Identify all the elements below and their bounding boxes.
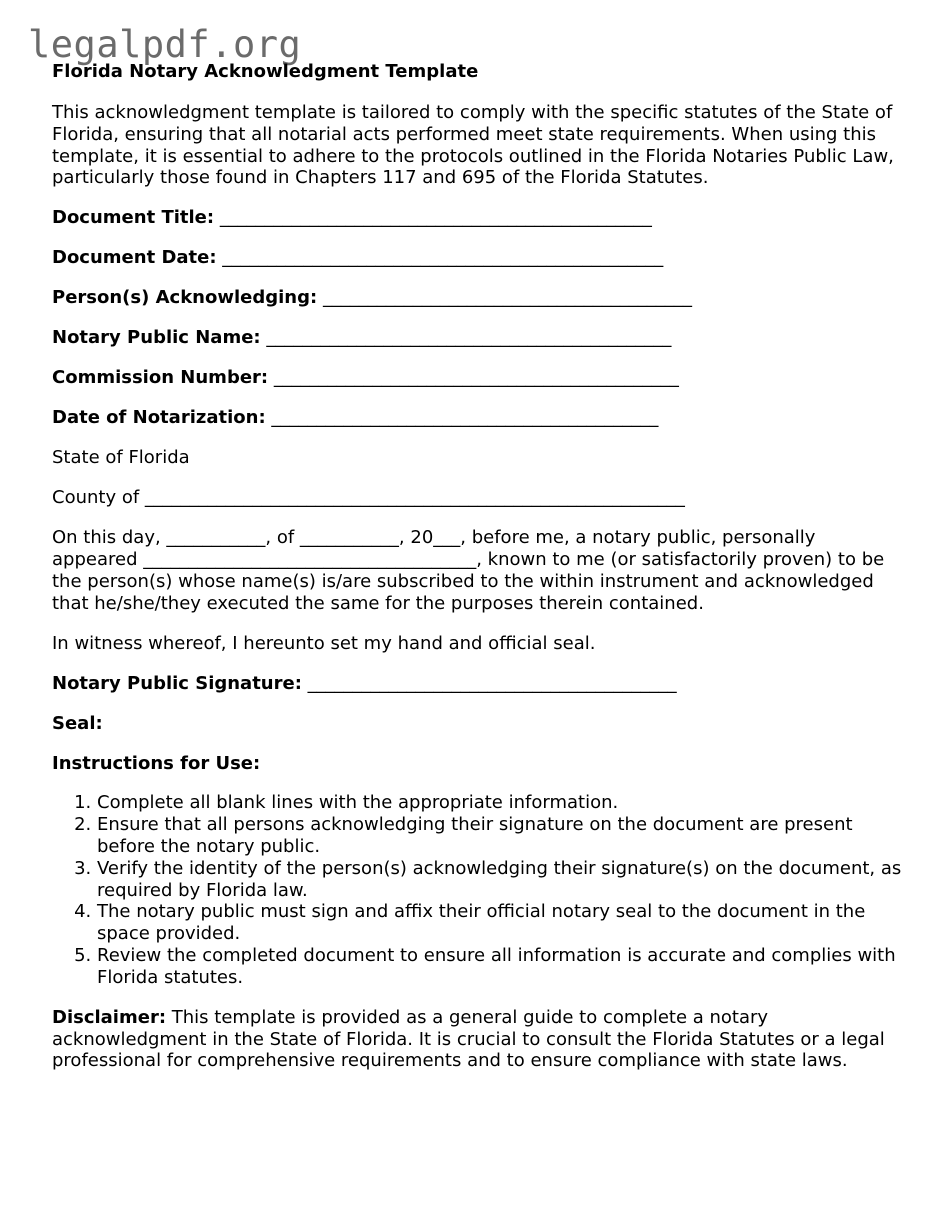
field-blank-line[interactable]: _____________________________________________ (266, 327, 672, 349)
watermark-logo: legalpdf.org (28, 23, 302, 66)
field-label: Person(s) Acknowledging: (52, 287, 318, 309)
county-line[interactable]: County of ____________________________________________________________ (52, 487, 685, 509)
field-label: Notary Public Name: (52, 327, 261, 349)
field-notary-public-name (52, 327, 902, 349)
state-line: State of Florida (52, 447, 190, 469)
intro-paragraph: This acknowledgment template is tailored to comply with the specific statutes of the State of Florida, ensuring that all notarial acts performed meet state requirements. When using this template, it is essential to adhere to the protocols outlined in the Florida Notaries Public Law, particularly those found in Chapters 117 and 695 of the Florida Statutes. (52, 102, 894, 189)
disclaimer-label: Disclaimer: (52, 1006, 167, 1028)
field-label: Commission Number: (52, 367, 269, 389)
field-notary-signature (52, 673, 902, 695)
signature-blank-line[interactable]: _________________________________________ (307, 672, 677, 694)
field-document-title (52, 207, 902, 229)
field-blank-line[interactable]: _________________________________________ (322, 287, 692, 309)
field-label: Document Date: (52, 247, 217, 269)
list-item: 3. Verify the identity of the person(s) acknowledging their signature(s) on the document, as required by Florida law. (97, 858, 902, 902)
disclaimer-paragraph (52, 1007, 902, 1072)
seal-label: Seal: (52, 712, 103, 734)
disclaimer-text: This template is provided as a general guide to complete a notary acknowledgment in the State of Florida. It is crucial to consult the Florida Statutes or a legal professional for comprehensive requirements and to ensure compliance with state laws. (52, 1006, 885, 1072)
field-blank-line[interactable]: ___________________________________________ (271, 407, 659, 429)
field-label: Notary Public Signature: (52, 672, 302, 694)
instructions-list (52, 792, 902, 988)
field-commission-number (52, 367, 902, 389)
field-label: Document Title: (52, 207, 215, 229)
acknowledgment-paragraph: On this day, ___________, of ___________, 20___, before me, a notary public, personally appeared _____________________________________, known to me (or satisfactorily proven) to be the person(s) whose name(s) is/are subscribed to the within instrument and acknowledged that he/she/they executed the same for the purposes therein contained. (52, 527, 885, 614)
page-title: Florida Notary Acknowledgment Template (52, 61, 479, 82)
field-label: Date of Notarization: (52, 407, 266, 429)
document-page (52, 60, 902, 1072)
list-item: 1. Complete all blank lines with the appropriate information. (97, 792, 902, 814)
field-blank-line[interactable]: _____________________________________________ (273, 367, 679, 389)
field-blank-line[interactable]: ________________________________________________ (219, 207, 652, 229)
field-document-date (52, 247, 902, 269)
field-persons-acknowledging (52, 287, 902, 309)
list-item: 5. Review the completed document to ensure all information is accurate and complies with Florida statutes. (97, 945, 902, 989)
witness-paragraph: In witness whereof, I hereunto set my hand and official seal. (52, 632, 596, 654)
list-item: 2. Ensure that all persons acknowledging their signature on the document are present before the notary public. (97, 814, 902, 858)
list-item: 4. The notary public must sign and affix their official notary seal to the document in the space provided. (97, 901, 902, 945)
field-blank-line[interactable]: _________________________________________________ (222, 247, 664, 269)
field-date-of-notarization (52, 407, 902, 429)
instructions-heading: Instructions for Use: (52, 752, 261, 774)
